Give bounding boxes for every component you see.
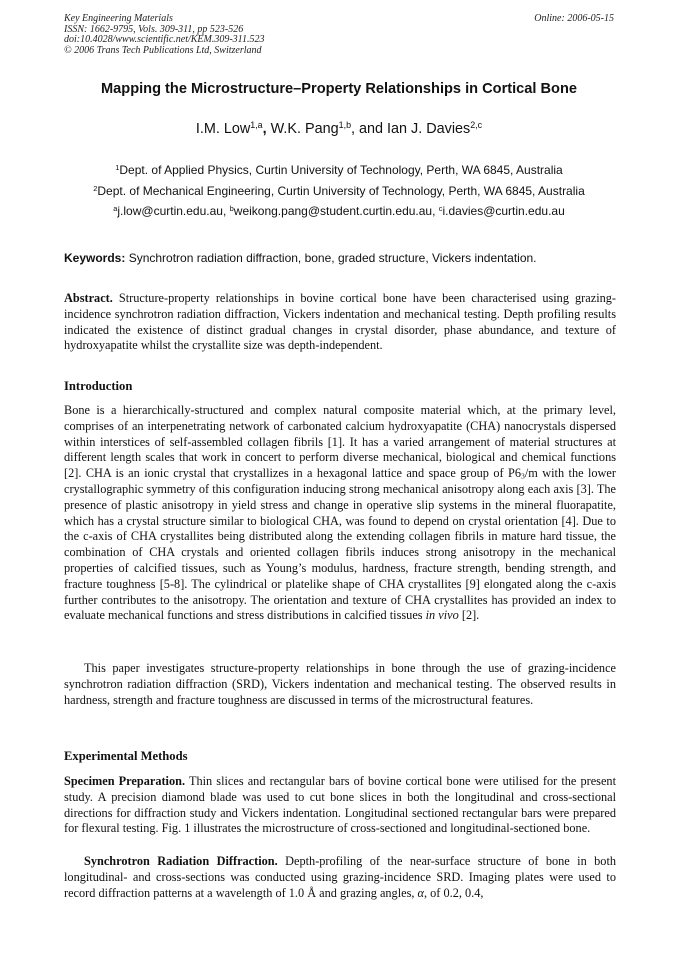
keywords xyxy=(64,251,616,265)
abstract-text: Structure-property relationships in bovine cortical bone have been characterised using grazing-incidence synchrotron radiation diffraction, Vickers indentation and mechanical testing. Depth profiling results indicated the existence of distinct gradual changes in crystal disorder, phase abundance, and texture of hydroxyapatite whilst the crystallite size was depth-independent. xyxy=(64,291,617,353)
affiliation-sup: 1 xyxy=(115,162,120,172)
email-link[interactable]: weikong.pang@student.curtin.edu.au, xyxy=(233,204,436,218)
journal-header xyxy=(64,14,614,56)
email-sup: a xyxy=(113,203,118,213)
issn: ISSN: 1662-9795, Vols. 309-311, pp 523-526 xyxy=(64,23,244,35)
email-sup: c xyxy=(438,203,443,213)
author-affil-sup: 1,a xyxy=(250,120,263,131)
copyright: © 2006 Trans Tech Publications Ltd, Switzerland xyxy=(64,44,262,56)
abstract-label: Abstract. xyxy=(64,291,113,305)
author-name: and Ian J. Davies xyxy=(359,121,471,137)
email-link[interactable]: j.low@curtin.edu.au, xyxy=(117,204,227,218)
paper-title: Mapping the Microstructure–Property Relationships in Cortical Bone xyxy=(101,81,577,97)
email-sup: b xyxy=(229,203,234,213)
section-heading-methods: Experimental Methods xyxy=(64,749,188,763)
affiliation-sup: 2 xyxy=(93,183,98,193)
keywords-label: Keywords: xyxy=(64,251,126,265)
affiliation-text: Dept. of Mechanical Engineering, Curtin University of Technology, Perth, WA 6845, Australia xyxy=(97,184,585,198)
online-date: Online: 2006-05-15 xyxy=(534,13,614,24)
affiliation-text: Dept. of Applied Physics, Curtin University of Technology, Perth, WA 6845, Australia xyxy=(119,163,563,177)
subsection-label: Specimen Preparation. xyxy=(64,774,186,788)
affiliation-1 xyxy=(0,163,678,177)
doi: doi:10.4028/www.scientific.net/KEM.309-311.523 xyxy=(64,34,265,45)
affiliation-2 xyxy=(0,184,678,198)
keywords-text: Synchrotron radiation diffraction, bone, graded structure, Vickers indentation. xyxy=(128,251,537,265)
intro-paragraph-2: This paper investigates structure-property relationships in bone through the use of grazing-incidence synchrotron radiation diffraction (SRD), Vickers indentation and mechanical testing. The observed results in hardness, strength and fracture toughness are discussed in terms of the microstructural features. xyxy=(64,661,616,707)
email-link[interactable]: i.davies@curtin.edu.au xyxy=(442,204,565,218)
intro-paragraph-1: Bone is a hierarchically-structured and complex natural composite material which, at the primary level, comprises of an interpenetrating network of carbonated calcium hydroxyapatite (CHA) nanocrystals dispersed within interstices of self-assembled collagen fibrils [1]. It has a varied arrangement of material structures at different length scales that work in concert to perform diverse mechanical, biological and chemical functions [2]. CHA is an ionic crystal that crystallizes in a hexagonal lattice and space group of $P6_3/m$ with the lower crystallographic symmetry of this configuration inducing strong mechanical anisotropy along each axis [3]. The presence of plastic anisotropy in yield stress and change in operative slip systems in the mineral fluorapatite, which has a crystal structure similar to biological CHA, was found to depend on crystal orientation [4]. Due to the c-axis of CHA crystallites being distributed along the extending collagen fibrils in mature hard tissue, the combination of CHA crystals and oriented collagen fibrils induces strong anisotropy in the mechanical properties of calcified tissues, such as Young’s modulus, hardness, fracture strength, bending strength, and fracture toughness [5-8]. The cylindrical or platelike shape of CHA crystallites [9] elongated along the c-axis further contributes to the anisotropy. The orientation and texture of CHA crystallites has provided an index to evaluate mechanical functions and stress distributions in calcified tissues in vivo [2]. xyxy=(64,403,616,623)
subsection-label: Synchrotron Radiation Diffraction. xyxy=(84,854,278,868)
author-affil-sup: 1,b xyxy=(338,120,352,131)
journal-name: Key Engineering Materials xyxy=(64,13,173,24)
section-heading-introduction: Introduction xyxy=(64,379,133,393)
methods-paragraph-2: Synchrotron Radiation Diffraction. Depth-profiling of the near-surface structure of bone in both longitudinal- and cross-sections was conducted using grazing-incidence SRD. Imaging plates were used to record diffraction patterns at a wavelength of 1.0 Å and grazing angles, α, of 0.2, 0.4, xyxy=(64,854,617,900)
abstract xyxy=(64,291,616,354)
email-list xyxy=(0,204,678,218)
author-affil-sup: 2,c xyxy=(470,120,483,131)
methods-paragraph-1: Specimen Preparation. Thin slices and rectangular bars of bovine cortical bone were utilised for the present study. A precision diamond blade was used to cut bone slices in both the longitudinal and cross-sectional directions for diffraction study and Vickers indentation. Longitudinal sectioned rectangular bars were prepared for flexural testing. Fig. 1 illustrates the microstructure of cross-sectioned and longitudinal-sectioned bone. xyxy=(64,774,616,836)
author-name: W.K. Pang xyxy=(270,121,339,137)
author-name: I.M. Low xyxy=(195,121,251,137)
author-list: I.M. Low$^{1,a}$, W.K. Pang$^{1,b}$, and Ian J. Davies$^{2,c}$ xyxy=(195,120,483,137)
